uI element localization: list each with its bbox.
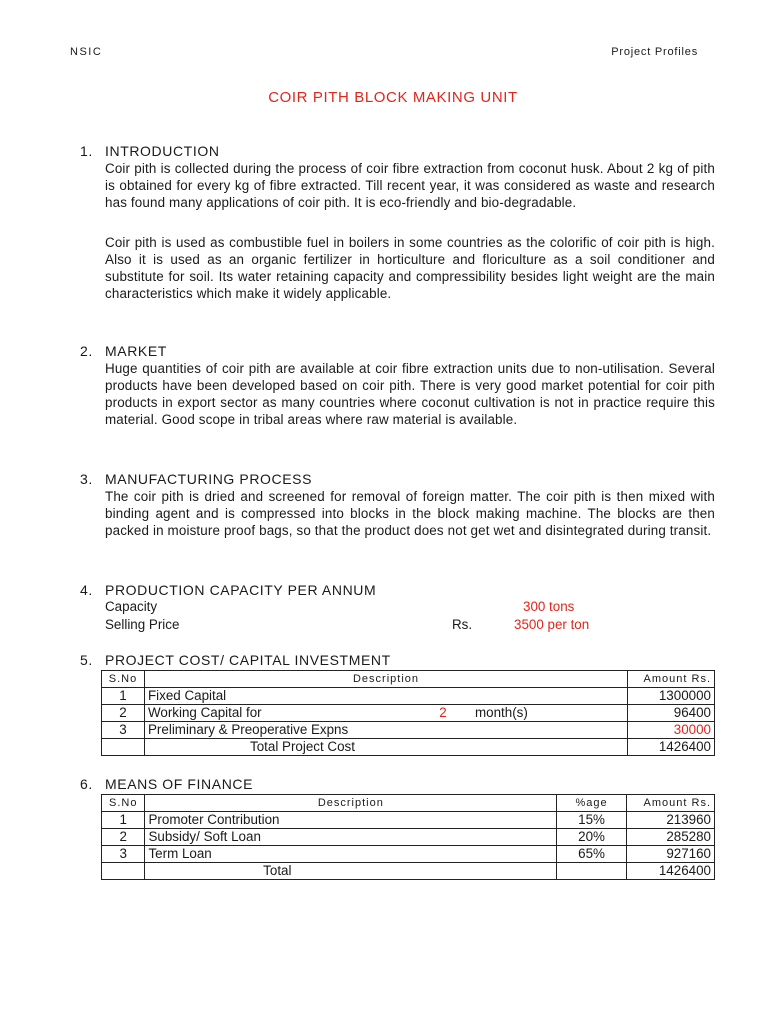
process-paragraph: The coir pith is dried and screened for removal of foreign matter. The coir pith is then mixed with binding agent and is compressed into blocks in the block making machine. The blocks are then packed in moisture proof bags, so that the product does not get wet and disintegrated during transit. xyxy=(105,489,715,539)
row-description: Subsidy/ Soft Loan xyxy=(145,829,557,846)
section-2-number: 2. xyxy=(80,343,93,359)
header-sno: S.No xyxy=(102,795,145,812)
selling-price-value: 3500 per ton xyxy=(514,617,590,632)
row-description: Working Capital for xyxy=(145,705,432,722)
table-total-row xyxy=(102,863,715,880)
total-sno-empty xyxy=(102,739,145,756)
section-4-title: PRODUCTION CAPACITY PER ANNUM xyxy=(105,582,377,598)
section-4-number: 4. xyxy=(80,582,93,598)
row-pct: 15% xyxy=(557,812,627,829)
row-amount: 30000 xyxy=(628,722,715,739)
row-description: Promoter Contribution xyxy=(145,812,557,829)
row-amount: 213960 xyxy=(626,812,714,829)
total-label: Total Project Cost xyxy=(145,739,628,756)
header-pct: %age xyxy=(557,795,627,812)
total-amount: 1426400 xyxy=(626,863,714,880)
working-capital-months-unit: month(s) xyxy=(455,705,628,722)
header-sno: S.No xyxy=(102,671,145,688)
document-title: COIR PITH BLOCK MAKING UNIT xyxy=(268,89,518,106)
means-of-finance-table xyxy=(101,794,715,880)
market-paragraph: Huge quantities of coir pith are available at coir fibre extraction units due to non-utilisation. Several products have been developed based on coir pith. There is very good market potential for coir pith products in export sector as many countries where coconut cultivation is not in practice require this material. Good scope in tribal areas where raw material is available. xyxy=(105,361,715,428)
row-amount: 285280 xyxy=(626,829,714,846)
table-row xyxy=(102,829,715,846)
row-description: Preliminary & Preoperative Expns xyxy=(145,722,628,739)
row-sno: 1 xyxy=(102,812,145,829)
table-row xyxy=(102,705,715,722)
total-label: Total xyxy=(145,863,557,880)
table-row xyxy=(102,812,715,829)
section-6-title: MEANS OF FINANCE xyxy=(105,776,254,792)
header-description: Description xyxy=(145,795,557,812)
row-amount: 927160 xyxy=(626,846,714,863)
row-sno: 1 xyxy=(102,688,145,705)
total-pct-empty xyxy=(557,863,627,880)
row-sno: 2 xyxy=(102,705,145,722)
row-amount: 1300000 xyxy=(628,688,715,705)
selling-price-currency: Rs. xyxy=(452,617,473,632)
row-sno: 3 xyxy=(102,722,145,739)
table-header-row xyxy=(102,795,715,812)
header-amount: Amount Rs. xyxy=(628,671,715,688)
capacity-value: 300 tons xyxy=(523,599,575,614)
row-description: Fixed Capital xyxy=(145,688,628,705)
project-cost-table xyxy=(101,670,715,756)
row-description: Term Loan xyxy=(145,846,557,863)
introduction-paragraph-2: Coir pith is used as combustible fuel in boilers in some countries as the colorific of coir pith is high. Also it is used as an organic fertilizer in horticulture and floriculture as a soil conditioner and substitute for soil. Its water retaining capacity and compressibility besides light weight are the main characteristics which make it widely applicable. xyxy=(105,235,715,302)
row-pct: 65% xyxy=(557,846,627,863)
section-5-number: 5. xyxy=(80,652,93,668)
section-6-number: 6. xyxy=(80,776,93,792)
section-3-title: MANUFACTURING PROCESS xyxy=(105,471,313,487)
header-right: Project Profiles xyxy=(611,46,698,58)
section-2-title: MARKET xyxy=(105,343,167,359)
section-1-number: 1. xyxy=(80,143,93,159)
row-sno: 3 xyxy=(102,846,145,863)
header-amount: Amount Rs. xyxy=(626,795,714,812)
row-amount: 96400 xyxy=(628,705,715,722)
total-amount: 1426400 xyxy=(628,739,715,756)
capacity-label: Capacity xyxy=(105,599,158,614)
table-total-row xyxy=(102,739,715,756)
table-row xyxy=(102,846,715,863)
table-header-row xyxy=(102,671,715,688)
total-sno-empty xyxy=(102,863,145,880)
section-5-title: PROJECT COST/ CAPITAL INVESTMENT xyxy=(105,652,391,668)
header-left: NSIC xyxy=(70,46,103,58)
working-capital-months: 2 xyxy=(431,705,455,722)
header-description: Description xyxy=(145,671,628,688)
introduction-paragraph-1: Coir pith is collected during the process of coir fibre extraction from coconut husk. About 2 kg of pith is obtained for every kg of fibre extracted. Till recent year, it was considered as waste and research has found many applications of coir pith. It is eco-friendly and bio-degradable. xyxy=(105,161,715,211)
row-pct: 20% xyxy=(557,829,627,846)
selling-price-label: Selling Price xyxy=(105,617,180,632)
table-row xyxy=(102,688,715,705)
section-3-number: 3. xyxy=(80,471,93,487)
section-1-title: INTRODUCTION xyxy=(105,143,220,159)
row-sno: 2 xyxy=(102,829,145,846)
table-row xyxy=(102,722,715,739)
